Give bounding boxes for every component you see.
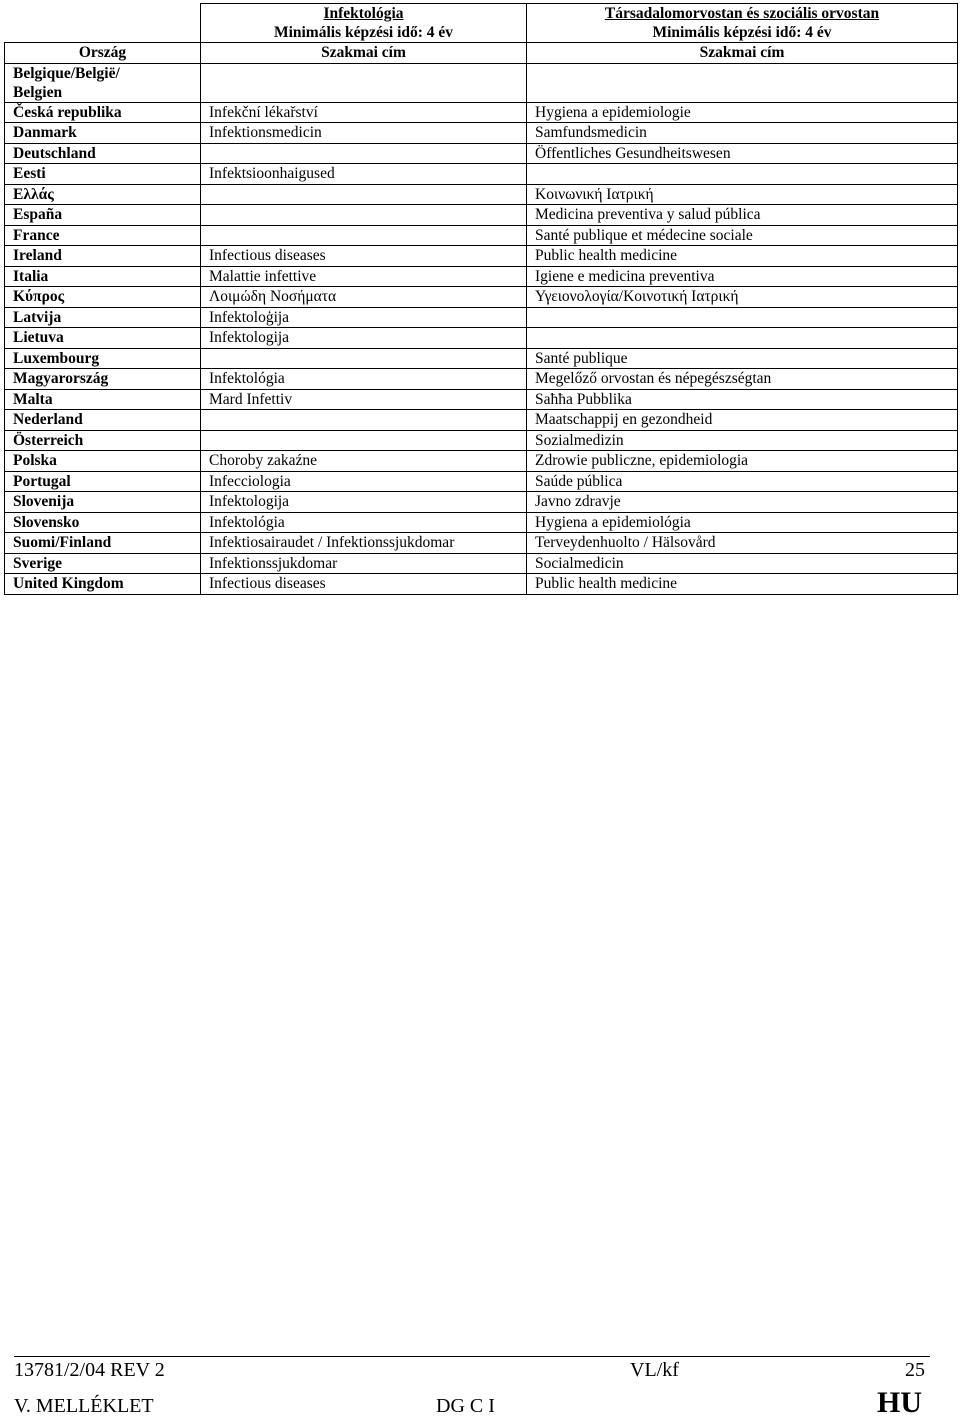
country-cell: Česká republika bbox=[5, 102, 201, 123]
table-row bbox=[5, 348, 958, 369]
country-cell: Ireland bbox=[5, 246, 201, 267]
infectology-title-cell: Mard Infettiv bbox=[201, 389, 527, 410]
social-medicine-title-cell: Megelőző orvostan és népegészségtan bbox=[527, 369, 958, 390]
country-cell: Malta bbox=[5, 389, 201, 410]
infectology-title-cell: Choroby zakaźne bbox=[201, 451, 527, 472]
footer-initials: VL/kf bbox=[630, 1359, 679, 1381]
table-row bbox=[5, 553, 958, 574]
country-cell: Italia bbox=[5, 266, 201, 287]
country-cell: Nederland bbox=[5, 410, 201, 431]
country-cell: Belgique/België/ Belgien bbox=[5, 63, 201, 102]
infectology-title-cell: Infektionsmedicin bbox=[201, 123, 527, 144]
country-cell: France bbox=[5, 225, 201, 246]
table-row bbox=[5, 471, 958, 492]
header-social-medicine bbox=[527, 4, 958, 43]
infectology-title-cell: Infektológia bbox=[201, 369, 527, 390]
infectology-title-cell: Infekční lékařství bbox=[201, 102, 527, 123]
country-cell: Polska bbox=[5, 451, 201, 472]
table-row bbox=[5, 410, 958, 431]
infectology-column-header: Szakmai cím bbox=[201, 43, 527, 64]
social-medicine-title-cell: Public health medicine bbox=[527, 246, 958, 267]
social-medicine-title-cell: Medicina preventiva y salud pública bbox=[527, 205, 958, 226]
header-title-row bbox=[5, 4, 958, 43]
social-medicine-title-cell bbox=[527, 164, 958, 185]
infectology-title-cell: Infektoloģija bbox=[201, 307, 527, 328]
social-medicine-title-cell: Terveydenhuolto / Hälsovård bbox=[527, 533, 958, 554]
footer-page-number: 25 bbox=[905, 1359, 925, 1381]
infectology-title-cell bbox=[201, 348, 527, 369]
specialist-titles-table bbox=[4, 3, 958, 595]
infectology-title-cell bbox=[201, 225, 527, 246]
infectology-title-cell bbox=[201, 410, 527, 431]
country-cell: Slovenija bbox=[5, 492, 201, 513]
infectology-title-cell: Infectious diseases bbox=[201, 574, 527, 595]
footer-language: HU bbox=[877, 1386, 922, 1419]
table-row bbox=[5, 389, 958, 410]
social-medicine-title-cell: Saħħa Pubblika bbox=[527, 389, 958, 410]
table-row bbox=[5, 143, 958, 164]
social-medicine-title-cell: Saúde pública bbox=[527, 471, 958, 492]
social-medicine-title-cell: Öffentliches Gesundheitswesen bbox=[527, 143, 958, 164]
table-row bbox=[5, 102, 958, 123]
country-cell: Luxembourg bbox=[5, 348, 201, 369]
social-medicine-title-cell bbox=[527, 63, 958, 102]
social-medicine-title-cell: Santé publique et médecine sociale bbox=[527, 225, 958, 246]
infectology-title-cell: Infecciologia bbox=[201, 471, 527, 492]
social-medicine-title-cell: Santé publique bbox=[527, 348, 958, 369]
infectology-title-cell bbox=[201, 205, 527, 226]
social-medicine-column-header: Szakmai cím bbox=[527, 43, 958, 64]
infectology-title-cell: Infektologija bbox=[201, 492, 527, 513]
table-row bbox=[5, 451, 958, 472]
social-medicine-title-cell: Υγειονολογία/Κοινοτική Ιατρική bbox=[527, 287, 958, 308]
infectology-duration: Minimális képzési idő: 4 év bbox=[273, 24, 454, 41]
table-row bbox=[5, 63, 958, 102]
table-row bbox=[5, 164, 958, 185]
country-cell: Suomi/Finland bbox=[5, 533, 201, 554]
infectology-title-cell bbox=[201, 184, 527, 205]
infectology-title-cell: Malattie infettive bbox=[201, 266, 527, 287]
country-cell: Portugal bbox=[5, 471, 201, 492]
table-row bbox=[5, 328, 958, 349]
infectology-title-cell: Infektsioonhaigused bbox=[201, 164, 527, 185]
table-row bbox=[5, 205, 958, 226]
table-row bbox=[5, 492, 958, 513]
footer-annex: V. MELLÉKLET bbox=[14, 1395, 154, 1417]
social-medicine-title-cell: Igiene e medicina preventiva bbox=[527, 266, 958, 287]
social-medicine-title-cell: Socialmedicin bbox=[527, 553, 958, 574]
country-cell: Eesti bbox=[5, 164, 201, 185]
table-row bbox=[5, 266, 958, 287]
infectology-title-cell: Λοιμώδη Νοσήματα bbox=[201, 287, 527, 308]
footer-rule bbox=[14, 1356, 930, 1357]
footer-dg: DG C I bbox=[436, 1395, 495, 1417]
table-row bbox=[5, 225, 958, 246]
table-row bbox=[5, 287, 958, 308]
country-cell: United Kingdom bbox=[5, 574, 201, 595]
footer-doc-ref: 13781/2/04 REV 2 bbox=[14, 1359, 165, 1381]
table-row bbox=[5, 307, 958, 328]
social-medicine-duration: Minimális képzési idő: 4 év bbox=[652, 24, 832, 41]
infectology-title-cell: Infektológia bbox=[201, 512, 527, 533]
table-row bbox=[5, 533, 958, 554]
country-cell: Österreich bbox=[5, 430, 201, 451]
infectology-title-cell bbox=[201, 63, 527, 102]
header-label-row bbox=[5, 43, 958, 64]
social-medicine-title-cell: Hygiena a epidemiológia bbox=[527, 512, 958, 533]
table-row bbox=[5, 246, 958, 267]
country-cell: Danmark bbox=[5, 123, 201, 144]
country-cell: Slovensko bbox=[5, 512, 201, 533]
social-medicine-title-cell: Maatschappij en gezondheid bbox=[527, 410, 958, 431]
header-infectology bbox=[201, 4, 527, 43]
infectology-title-cell: Infektiosairaudet / Infektionssjukdomar bbox=[201, 533, 527, 554]
infectology-title: Infektológia bbox=[323, 5, 404, 22]
social-medicine-title-cell: Hygiena a epidemiologie bbox=[527, 102, 958, 123]
infectology-title-cell bbox=[201, 143, 527, 164]
country-cell: Magyarország bbox=[5, 369, 201, 390]
social-medicine-title-cell: Samfundsmedicin bbox=[527, 123, 958, 144]
social-medicine-title-cell bbox=[527, 328, 958, 349]
infectology-title-cell: Infectious diseases bbox=[201, 246, 527, 267]
country-cell: Ελλάς bbox=[5, 184, 201, 205]
social-medicine-title-cell bbox=[527, 307, 958, 328]
social-medicine-title-cell: Public health medicine bbox=[527, 574, 958, 595]
table-row bbox=[5, 512, 958, 533]
country-cell: España bbox=[5, 205, 201, 226]
header-corner-cell bbox=[5, 4, 201, 43]
table-row bbox=[5, 123, 958, 144]
infectology-title-cell bbox=[201, 430, 527, 451]
social-medicine-title: Társadalomorvostan és szociális orvostan bbox=[604, 5, 880, 22]
social-medicine-title-cell: Zdrowie publiczne, epidemiologia bbox=[527, 451, 958, 472]
infectology-title-cell: Infektologija bbox=[201, 328, 527, 349]
country-cell: Lietuva bbox=[5, 328, 201, 349]
country-cell: Κύπρος bbox=[5, 287, 201, 308]
social-medicine-title-cell: Κοινωνική Ιατρική bbox=[527, 184, 958, 205]
table-body bbox=[5, 63, 958, 594]
country-cell: Deutschland bbox=[5, 143, 201, 164]
infectology-title-cell: Infektionssjukdomar bbox=[201, 553, 527, 574]
country-column-header: Ország bbox=[5, 43, 201, 64]
table-row bbox=[5, 184, 958, 205]
social-medicine-title-cell: Javno zdravje bbox=[527, 492, 958, 513]
country-cell: Latvija bbox=[5, 307, 201, 328]
social-medicine-title-cell: Sozialmedizin bbox=[527, 430, 958, 451]
table-row bbox=[5, 369, 958, 390]
country-cell: Sverige bbox=[5, 553, 201, 574]
table-row bbox=[5, 574, 958, 595]
table-row bbox=[5, 430, 958, 451]
